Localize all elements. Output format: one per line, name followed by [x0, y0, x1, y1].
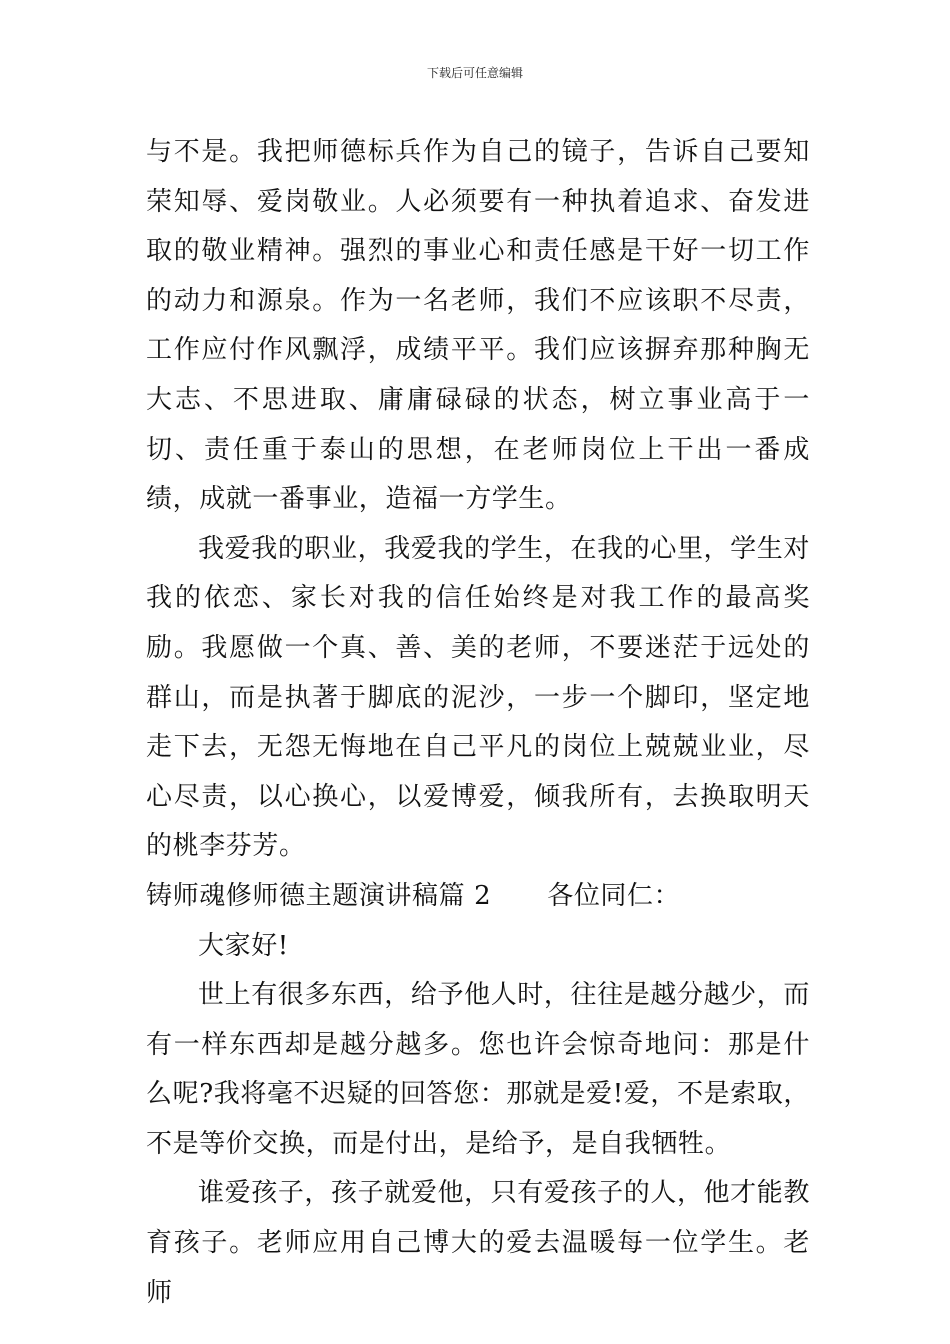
paragraph-1: 与不是。我把师德标兵作为自己的镜子，告诉自己要知荣知辱、爱岗敬业。人必须要有一种执着追求、奋发进取的敬业精神。强烈的事业心和责任感是干好一切工作的动力和源泉。作为一名老师，我们不应该职不尽责，工作应付作风飘浮，成绩平平。我们应该摒弃那种胸无大志、不思进取、庸庸碌碌的状态，树立事业高于一切、责任重于泰山的思想，在老师岗位上干出一番成绩，成就一番事业，造福一方学生。	[146, 137, 810, 515]
page-header-note: 下载后可任意编辑	[426, 66, 523, 80]
greeting: 大家好!	[198, 930, 289, 961]
section-title: 铸师魂修师德主题演讲稿篇 2	[146, 880, 492, 911]
salutation: 各位同仁：	[547, 880, 681, 911]
paragraph-2: 我爱我的职业，我爱我的学生，在我的心里，学生对我的依恋、家长对我的信任始终是对我工作的最高奖励。我愿做一个真、善、美的老师，不要迷茫于远处的群山，而是执著于脚底的泥沙，一步一个脚印，坚定地走下去，无怨无悔地在自己平凡的岗位上兢兢业业，尽心尽责，以心换心，以爱博爱，倾我所有，去换取明天的桃李芬芳。	[146, 533, 810, 862]
section-heading-line	[146, 872, 810, 922]
document-body	[146, 128, 810, 1318]
paragraph-3: 世上有很多东西，给予他人时，往往是越分越少，而有一样东西却是越分越多。您也许会惊奇地问：那是什么呢?我将毫不迟疑的回答您：那就是爱!爱，不是索取，不是等价交换，而是付出，是给予，是自我牺牲。	[146, 980, 810, 1159]
paragraph-4: 谁爱孩子，孩子就爱他，只有爱孩子的人，他才能教育孩子。老师应用自己博大的爱去温暖每一位学生。老师	[146, 1178, 810, 1308]
